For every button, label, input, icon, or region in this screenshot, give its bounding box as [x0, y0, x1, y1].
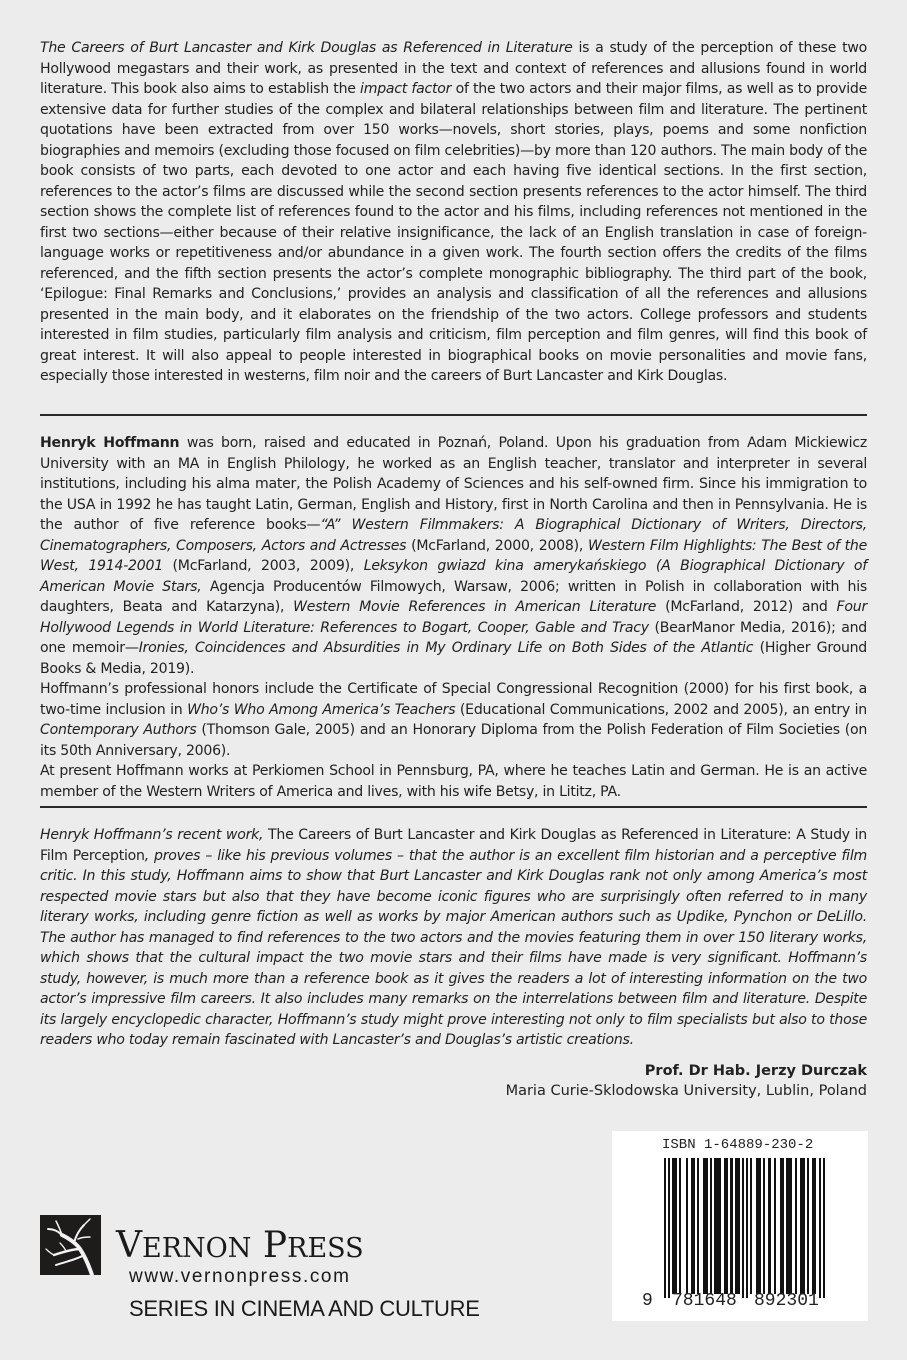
publisher-url[interactable]: www.vernonpress.com — [129, 1266, 351, 1287]
review-book-title: The Careers of Burt Lancaster and Kirk Douglas as Referenced in Literature: A Study in Film Perception — [40, 827, 867, 864]
author-bio — [40, 433, 867, 802]
barcode-bars — [664, 1158, 834, 1298]
isbn-label: ISBN 1-64889-230-2 — [662, 1137, 814, 1153]
bio-paragraph-2: Hoffmann’s professional honors include the Certificate of Special Congressional Recognition (2000) for his first book, a two-time inclusion in Who’s Who Among America’s Teachers (Educational Communications, 2002 and 2005), an entry in Contemporary Authors (Thomson Gale, 2005) and an Honorary Diploma from the Polish Federation of Film Societies (on its 50th Anniversary, 2006). — [40, 681, 868, 759]
ean-lead-digit: 9 — [642, 1291, 653, 1311]
ean-left-digits: 781648 — [672, 1291, 737, 1311]
isbn-barcode — [612, 1131, 868, 1321]
reviewer-name: Prof. Dr Hab. Jerzy Durczak — [644, 1063, 867, 1079]
divider — [40, 414, 867, 416]
reviewer-affiliation: Maria Curie-Sklodowska University, Lublin, Poland — [505, 1083, 867, 1099]
tree-branch-icon — [40, 1215, 101, 1275]
review-blurb — [40, 825, 867, 1051]
bio-paragraph-1: Henryk Hoffmann was born, raised and educated in Poznań, Poland. Upon his graduation from Adam Mickiewicz University with an MA in English Philology, he worked as an English teacher, translator and interpreter in several institutions, including his alma mater, the Polish Academy of Sciences and his self-owned firm. Since his immigration to the USA in 1992 he has taught Latin, German, English and History, first in North Carolina and then in Pennsylvania. He is the author of five reference books—“A” Western Filmmakers: A Biographical Dictionary of Writers, Directors, Cinematographers, Composers, Actors and Actresses (McFarland, 2000, 2008), Western Film Highlights: The Best of the West, 1914-2001 (McFarland, 2003, 2009), Leksykon gwiazd kina amerykańskiego (A Biographical Dictionary of American Movie Stars, Agencja Producentów Filmowych, Warsaw, 2006; written in Polish in collaboration with his daughters, Beata and Katarzyna), Western Movie References in American Literature (McFarland, 2012) and Four Hollywood Legends in World Literature: References to Bogart, Cooper, Gable and Tracy (BearManor Media, 2016); and one memoir—Ironies, Coincidences and Absurdities in My Ordinary Life on Both Sides of the Atlantic (Higher Ground Books & Media, 2019). — [40, 435, 868, 677]
ean-right-digits: 892301 — [754, 1291, 819, 1311]
author-name: Henryk Hoffmann — [40, 435, 180, 451]
series-name: SERIES IN CINEMA AND CULTURE — [129, 1296, 480, 1321]
publisher-name: VERNON PRESS — [116, 1225, 364, 1266]
review-paragraph: Henryk Hoffmann’s recent work, The Careers of Burt Lancaster and Kirk Douglas as Referenced in Literature: A Study in Film Perception, proves – like his previous volumes – that the author is an excellent film historian and a perceptive film critic. In this study, Hoffmann aims to show that Burt Lancaster and Kirk Douglas rank not only among America’s most respected movie stars but also that they have become iconic figures who are surprisingly often referred to in many literary works, including genre fiction as well as works by major American authors such as Updike, Pynchon or DeLillo. The author has managed to find references to the two actors and the movies featuring them in over 150 literary works, which shows that the cultural impact the two movie stars and their films have made is very significant. Hoffmann’s study, however, is much more than a reference book as it gives the readers a lot of interesting information on the two actor’s impressive film careers. It also includes many remarks on the interrelations between film and literature. Despite its largely encyclopedic character, Hoffmann’s study might prove interesting not only to film specialists but also to those readers who today remain fascinated with Lancaster’s and Douglas’s artistic creations. — [40, 827, 867, 1048]
book-title-italic: The Careers of Burt Lancaster and Kirk Douglas as Referenced in Literature — [40, 40, 573, 56]
divider — [40, 806, 867, 808]
bio-paragraph-3: At present Hoffmann works at Perkiomen School in Pennsburg, PA, where he teaches Latin and German. He is an active member of the Western Writers of America and lives, with his wife Betsy, in Lititz, PA. — [40, 763, 867, 800]
synopsis-paragraph: The Careers of Burt Lancaster and Kirk Douglas as Referenced in Literature is a study of the perception of these two Hollywood megastars and their work, as presented in the text and context of references and allusions found in world literature. This book also aims to establish the impact factor of the two actors and their major films, as well as to provide extensive data for further studies of the complex and bilateral relationships between film and literature. The pertinent quotations have been extracted from over 150 works—novels, short stories, plays, poems and some nonfiction biographies and memoirs (excluding those focused on film celebrities)—by more than 120 authors. The main body of the book consists of two parts, each devoted to one actor and each having five identical sections. In the first section, references to the actor’s films are discussed while the second section presents references to the actor himself. The third section shows the complete list of references found to the actor and his films, including references not mentioned in the first two sections—either because of their relative insignificance, the lack of an English translation in case of foreign-language works or repetitiveness and/or abundance in a given work. The fourth section offers the credits of the films referenced, and the fifth section presents the actor’s complete monographic bibliography. The third part of the book, ‘Epilogue: Final Remarks and Conclusions,’ provides an analysis and classification of all the references and allusions presented in the main body, and it elaborates on the friendship of the two actors. College professors and students interested in film studies, particularly film analysis and criticism, film perception and film genres, will find this book of great interest. It will also appeal to people interested in biographical books on movie personalities and movie fans, especially those interested in westerns, film noir and the careers of Burt Lancaster and Kirk Douglas. — [40, 40, 868, 384]
book-synopsis — [40, 38, 867, 387]
